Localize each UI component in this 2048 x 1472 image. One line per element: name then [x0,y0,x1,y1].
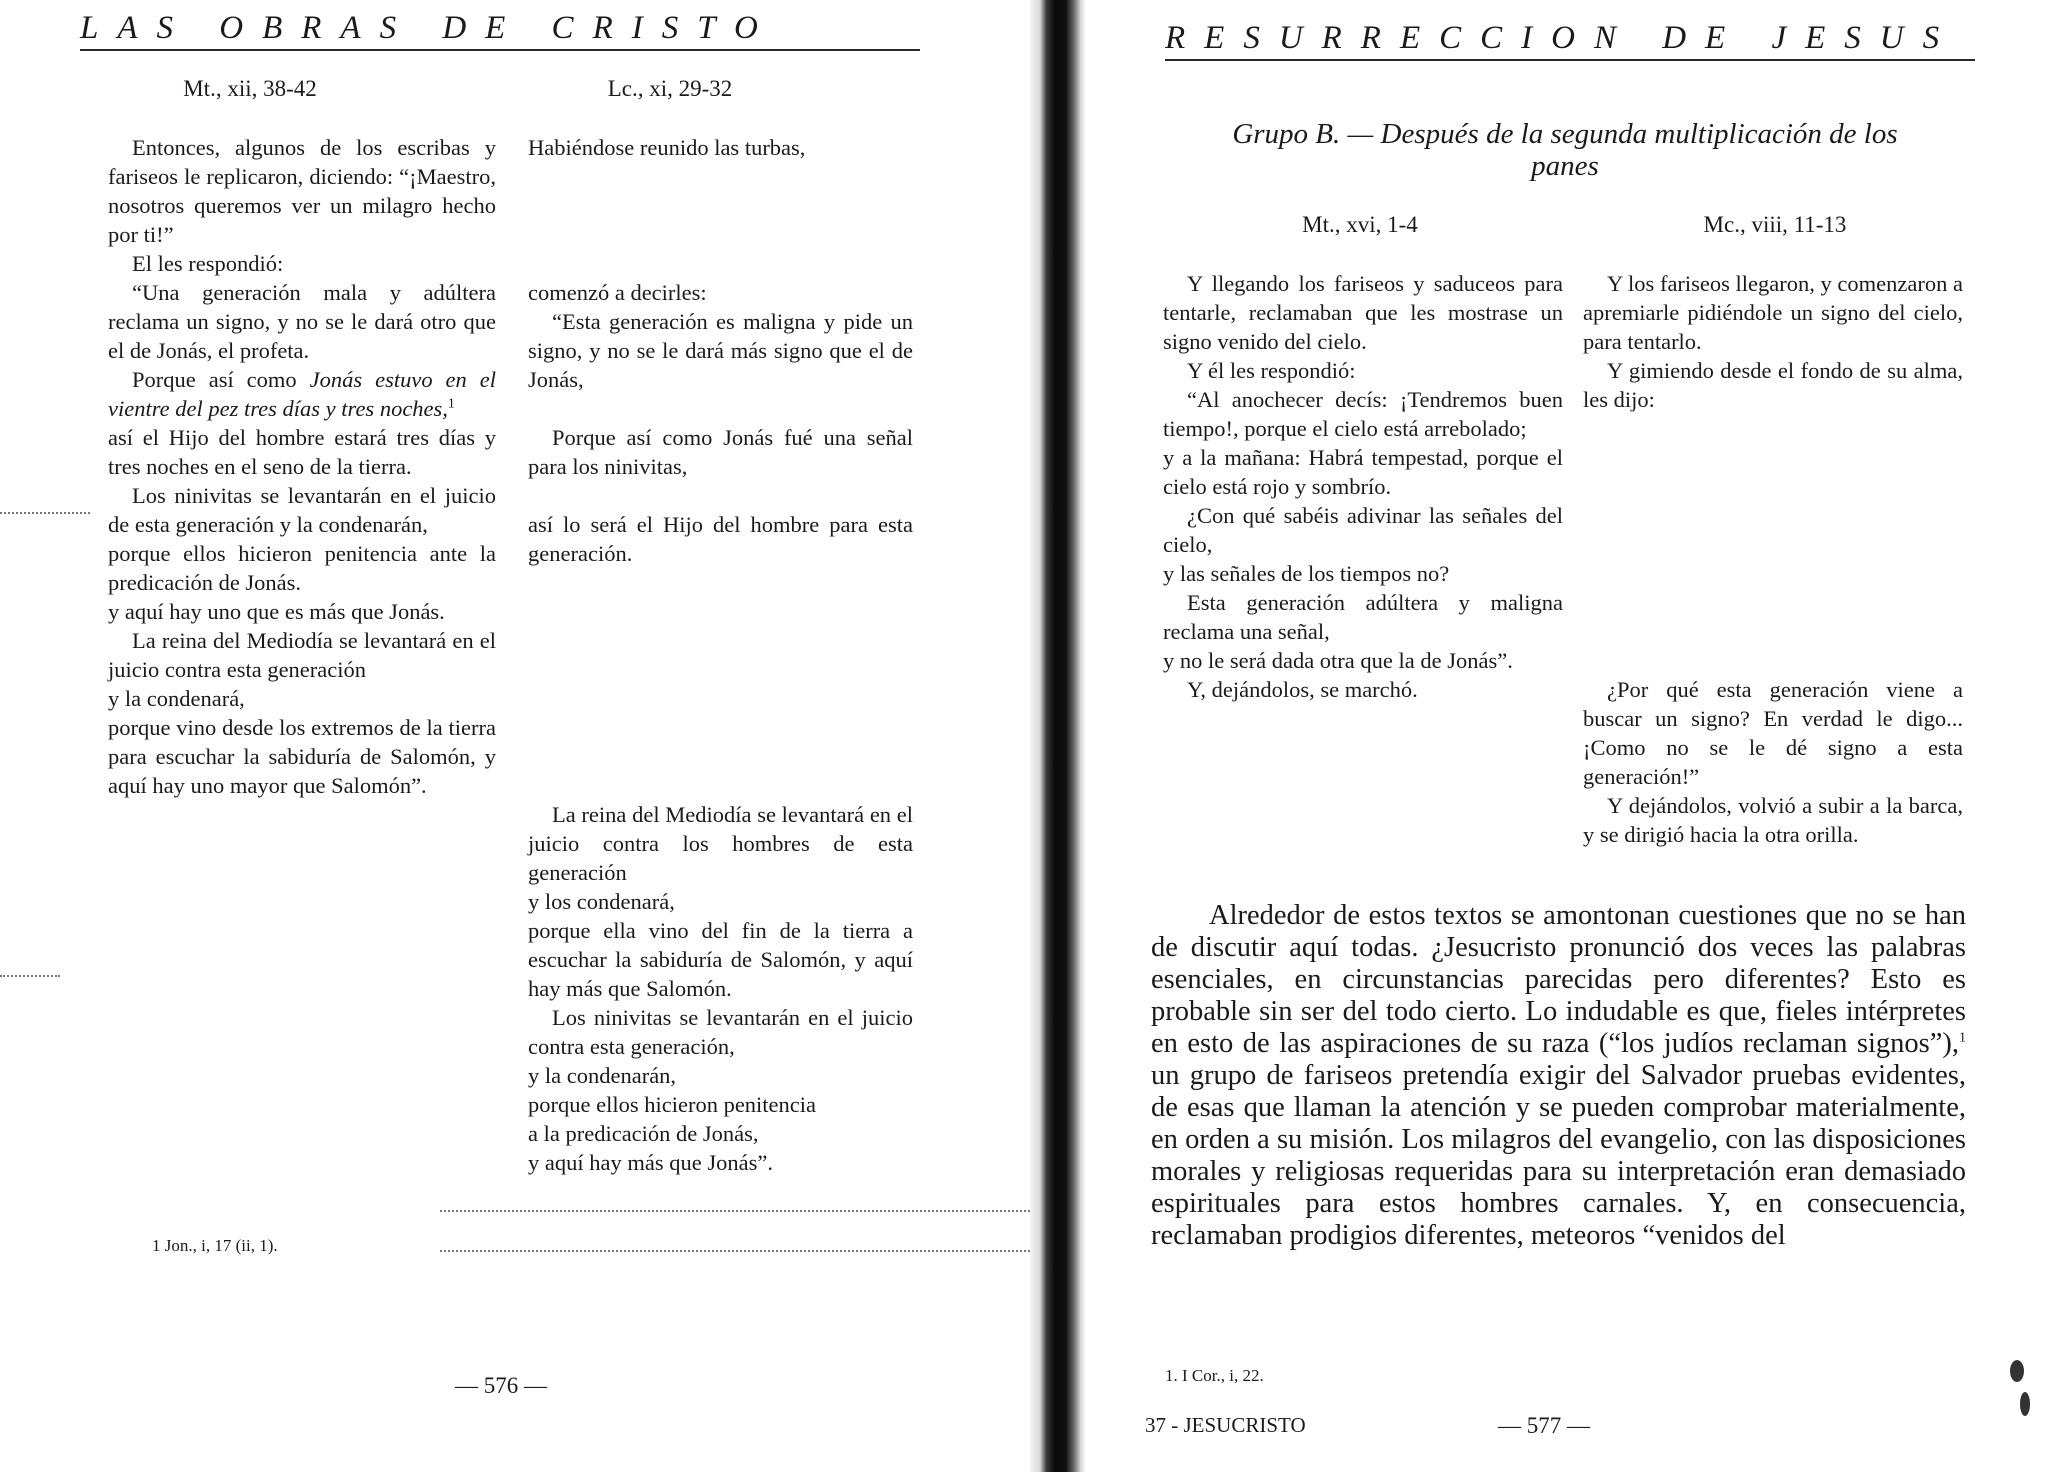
verse: El les respondió: [132,251,284,276]
verse: ¿Con qué sabéis adivinar las señales del cielo, [1163,503,1563,557]
verse: La reina del Mediodía se levantará en el juicio contra esta generación [108,628,496,682]
verse: y la condenará, [108,686,245,711]
verse: y las señales de los tiempos no? [1163,561,1450,586]
scan-noise [0,512,90,514]
verse: y aquí hay uno que es más que Jonás. [108,599,445,624]
verse: Y, dejándolos, se marchó. [1187,677,1418,702]
verse: porque ellos hicieron penitencia ante la predicación de Jonás. [108,541,496,595]
footnote-marker: 1 [447,396,455,412]
verse: así lo será el Hijo del hombre para esta generación. [528,512,913,566]
gospel-column-matthew [1163,269,1563,704]
verse: Entonces, algunos de los escribas y fariseos le replicaron, diciendo: “¡Maestro, nosotros queremos ver un milagro hecho por ti!” [108,135,496,247]
page-number: — 576 — [455,1373,547,1398]
verse: comenzó a decirles: [528,280,707,305]
running-head: LAS OBRAS DE CRISTO [80,10,920,51]
verse: ¿Por qué esta generación viene a buscar un signo? En verdad le digo... ¡Como no se le dé signo a esta generación!” [1583,677,1963,789]
printer-signature: 37 - JESUCRISTO [1145,1413,1306,1437]
column-reference-luke: Lc., xi, 29-32 [607,76,733,101]
book-gutter [1030,0,1085,1472]
verse: Porque así como Jonás estuvo en el vientre del pez tres días y tres noches,$^1$ [108,367,496,421]
scan-noise [440,1250,1030,1252]
scan-noise [440,1210,1030,1212]
verse: y no le será dada otra que la de Jonás”. [1163,648,1513,673]
verse: a la predicación de Jonás, [528,1121,759,1146]
verse: porque ellos hicieron penitencia [528,1092,817,1117]
verse: Porque así como Jonás fué una señal para los ninivitas, [528,425,913,479]
gospel-column-mark [1583,269,1963,849]
column-reference-mark: Mc., viii, 11-13 [1703,212,1847,237]
verse: Esta generación adúltera y maligna reclama una señal, [1163,590,1563,644]
verse: “Una generación mala y adúltera reclama un signo, y no se le dará otro que el de Jonás, el profeta. [108,280,496,363]
running-head: RESURRECCION DE JESUS [1165,20,1975,61]
footnote-marker: 1 [1959,1030,1966,1046]
verse: Y gimiendo desde el fondo de su alma, les dijo: [1583,358,1963,412]
section-title: Grupo B. — Después de la segunda multiplicación de los panes [1232,118,1898,182]
verse: Y los fariseos llegaron, y comenzaron a apremiarle pidiéndole un signo del cielo, para tentarlo. [1583,271,1963,354]
verse: Habiéndose reunido las turbas, [528,135,806,160]
commentary-paragraph: Alrededor de estos textos se amontonan cuestiones que no se han de discutir aquí todas. ¿Jesucristo pronunció dos veces las palabras esenciales, en circunstancias parecidas pero diferentes? Esto es probable sin ser del todo cierto. Lo indudable es que, fieles intérpretes en esto de las aspiraciones de su raza (“los judíos reclaman signos”),$^1$ un grupo de fariseos pretendía exigir del Salvador pruebas evidentes, de esas que llaman la atención y se pueden comprobar materialmente, en orden a su misión. Los milagros del evangelio, con las disposiciones morales y religiosas requeridas para su interpretación eran demasiado espirituales para estos hombres carnales. Y, en consecuencia, reclamaban prodigios diferentes, meteoros “venidos del [1151,900,1966,1251]
verse: y a la mañana: Habrá tempestad, porque el cielo está rojo y sombrío. [1163,445,1563,499]
verse: Y él les respondió: [1187,358,1356,383]
verse: así el Hijo del hombre estará tres días y tres noches en el seno de la tierra. [108,425,496,479]
footnote: 1. I Cor., i, 22. [1165,1366,1264,1385]
verse: “Esta generación es maligna y pide un signo, y no se le dará más signo que el de Jonás, [528,309,913,392]
page-number: — 577 — [1498,1413,1590,1438]
column-reference-matthew: Mt., xvi, 1-4 [1302,212,1418,237]
scan-noise [2010,1360,2024,1382]
footnote: 1 Jon., i, 17 (ii, 1). [152,1236,278,1255]
verse: porque ella vino del fin de la tierra a escuchar la sabiduría de Salomón, y aquí hay más que Salomón. [528,918,913,1001]
right-page [1085,0,2048,1472]
gospel-column-luke [528,133,913,1177]
verse: y aquí hay más que Jonás”. [528,1150,773,1175]
verse: Y dejándolos, volvió a subir a la barca, y se dirigió hacia la otra orilla. [1583,793,1963,847]
scan-noise [2020,1392,2030,1416]
scan-noise [0,975,60,977]
verse: La reina del Mediodía se levantará en el juicio contra los hombres de esta generación [528,802,913,885]
verse: y los condenará, [528,889,675,914]
column-reference-matthew: Mt., xii, 38-42 [183,76,317,101]
verse: Los ninivitas se levantarán en el juicio de esta generación y la condenarán, [108,483,496,537]
verse: Y llegando los fariseos y saduceos para tentarle, reclamaban que les mostrase un signo venido del cielo. [1163,271,1563,354]
verse: y la condenarán, [528,1063,677,1088]
gospel-column-matthew [108,133,496,800]
verse: “Al anochecer decís: ¡Tendremos buen tiempo!, porque el cielo está arrebolado; [1163,387,1563,441]
verse: porque vino desde los extremos de la tierra para escuchar la sabiduría de Salomón, y aquí hay uno mayor que Salomón”. [108,715,496,798]
verse: Los ninivitas se levantarán en el juicio contra esta generación, [528,1005,913,1059]
